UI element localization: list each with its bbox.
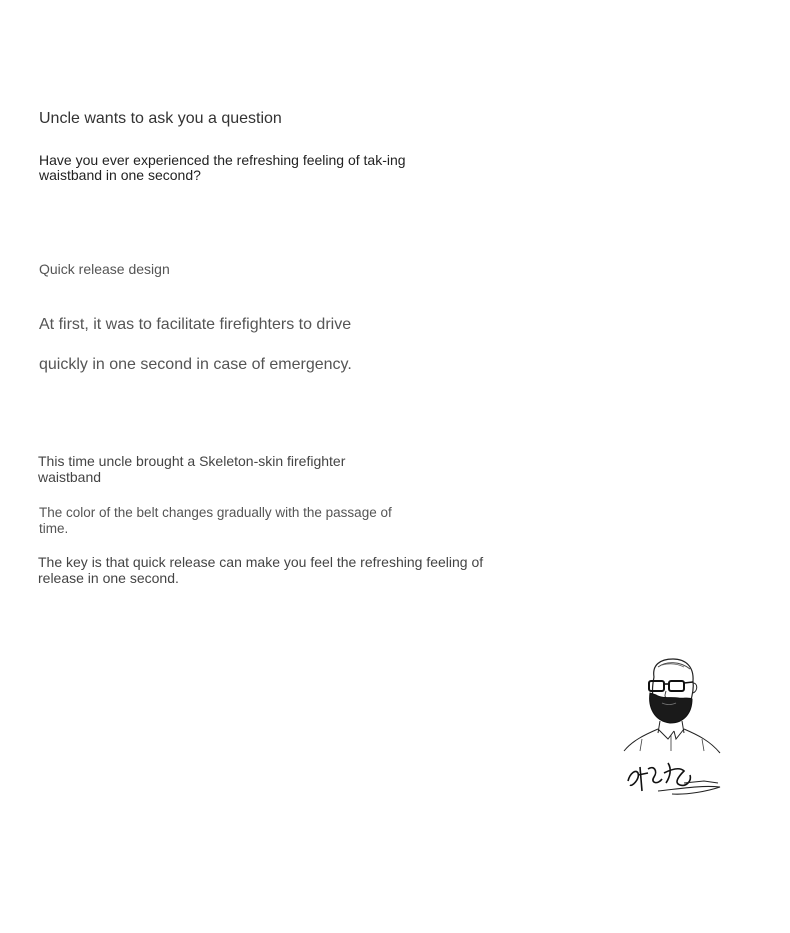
uncle-portrait-signature-icon <box>618 655 728 800</box>
intro-line-2: quickly in one second in case of emergency. <box>39 356 352 373</box>
question-text: Have you ever experienced the refreshing feeling of tak-ing waistband in one second? <box>39 152 406 183</box>
heading: Uncle wants to ask you a question <box>39 110 282 127</box>
intro-line-1: At first, it was to facilitate firefighters to drive <box>39 316 352 333</box>
key-point: The key is that quick release can make you feel the refreshing feeling of release in one second. <box>38 554 484 586</box>
product-intro: This time uncle brought a Skeleton-skin firefighter waistband <box>38 453 346 485</box>
section-title: Quick release design <box>39 261 170 277</box>
color-note: The color of the belt changes gradually with the passage of time. <box>39 505 392 536</box>
